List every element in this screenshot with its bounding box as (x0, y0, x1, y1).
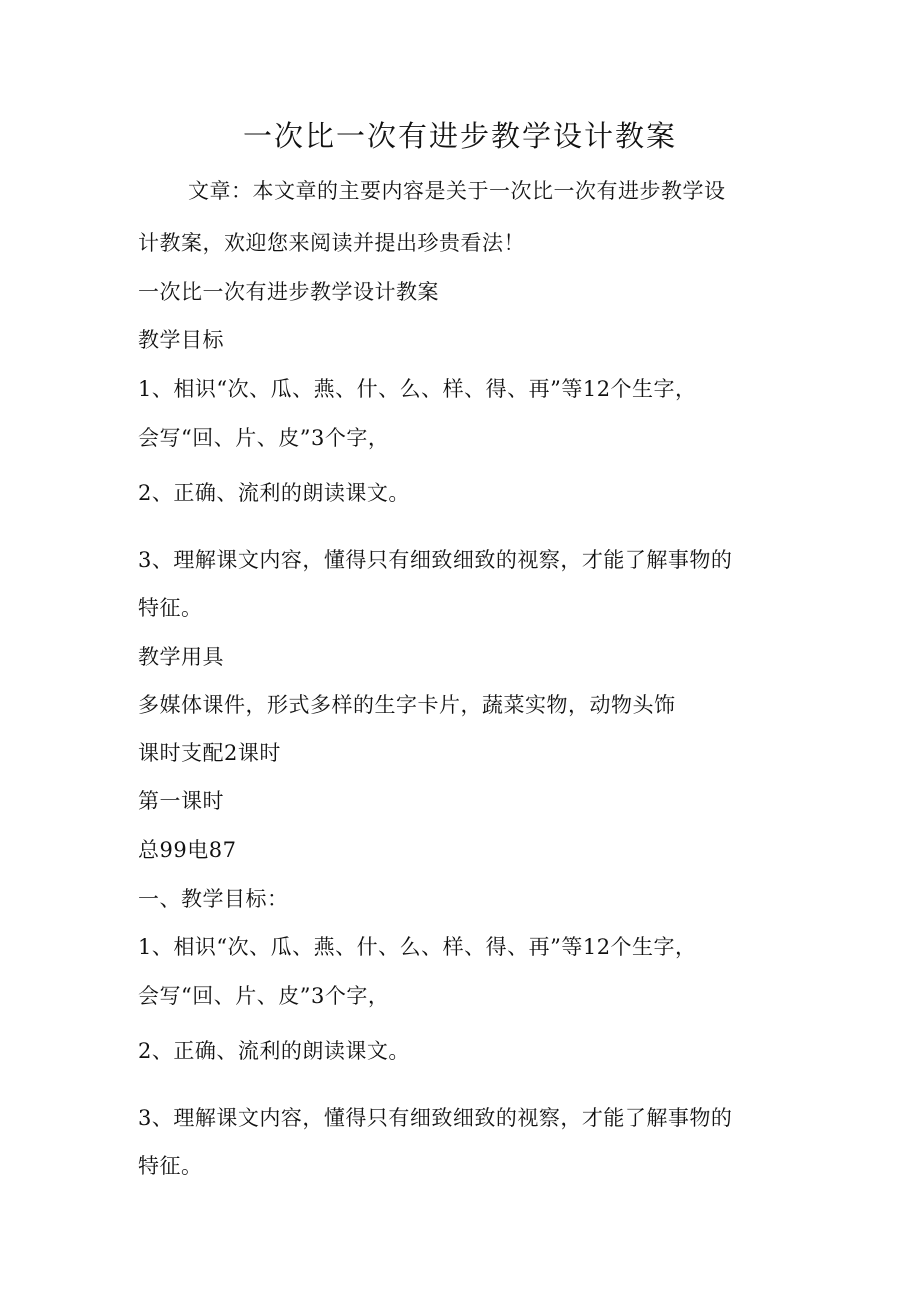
tools-heading: 教学用具 (138, 645, 224, 669)
total-line: 总99电87 (138, 838, 237, 862)
section-one-heading: 一、教学目标： (138, 887, 289, 911)
tools-text: 多媒体课件，形式多样的生字卡片，蔬菜实物，动物头饰 (138, 693, 676, 717)
goal-3-line-1: 3、理解课文内容，懂得只有细致细致的视察，才能了解事物的 (138, 548, 733, 572)
subtitle: 一次比一次有进步教学设计教案 (138, 280, 439, 304)
s1-goal-3-line-1: 3、理解课文内容，懂得只有细致细致的视察，才能了解事物的 (138, 1106, 733, 1130)
goal-2: 2、正确、流利的朗读课文。 (138, 481, 410, 505)
s1-goal-1-line-2: 会写“回、片、皮”3个字， (138, 984, 390, 1008)
goal-1-line-2: 会写“回、片、皮”3个字， (138, 426, 390, 450)
document-title: 一次比一次有进步教学设计教案 (242, 119, 677, 153)
intro-line-2: 计教案，欢迎您来阅读并提出珍贵看法！ (138, 231, 525, 255)
s1-goal-2: 2、正确、流利的朗读课文。 (138, 1039, 410, 1063)
goal-1-line-1: 1、相识“次、瓜、燕、什、么、样、得、再”等12个生字， (138, 377, 697, 401)
goal-3-line-2: 特征。 (138, 596, 203, 620)
s1-goal-1-line-1: 1、相识“次、瓜、燕、什、么、样、得、再”等12个生字， (138, 935, 697, 959)
goals-heading: 教学目标 (138, 328, 224, 352)
s1-goal-3-line-2: 特征。 (138, 1154, 203, 1178)
schedule: 课时支配2课时 (138, 741, 281, 765)
lesson-one: 第一课时 (138, 789, 224, 813)
intro-line-1: 文章：本文章的主要内容是关于一次比一次有进步教学设 (188, 179, 726, 203)
